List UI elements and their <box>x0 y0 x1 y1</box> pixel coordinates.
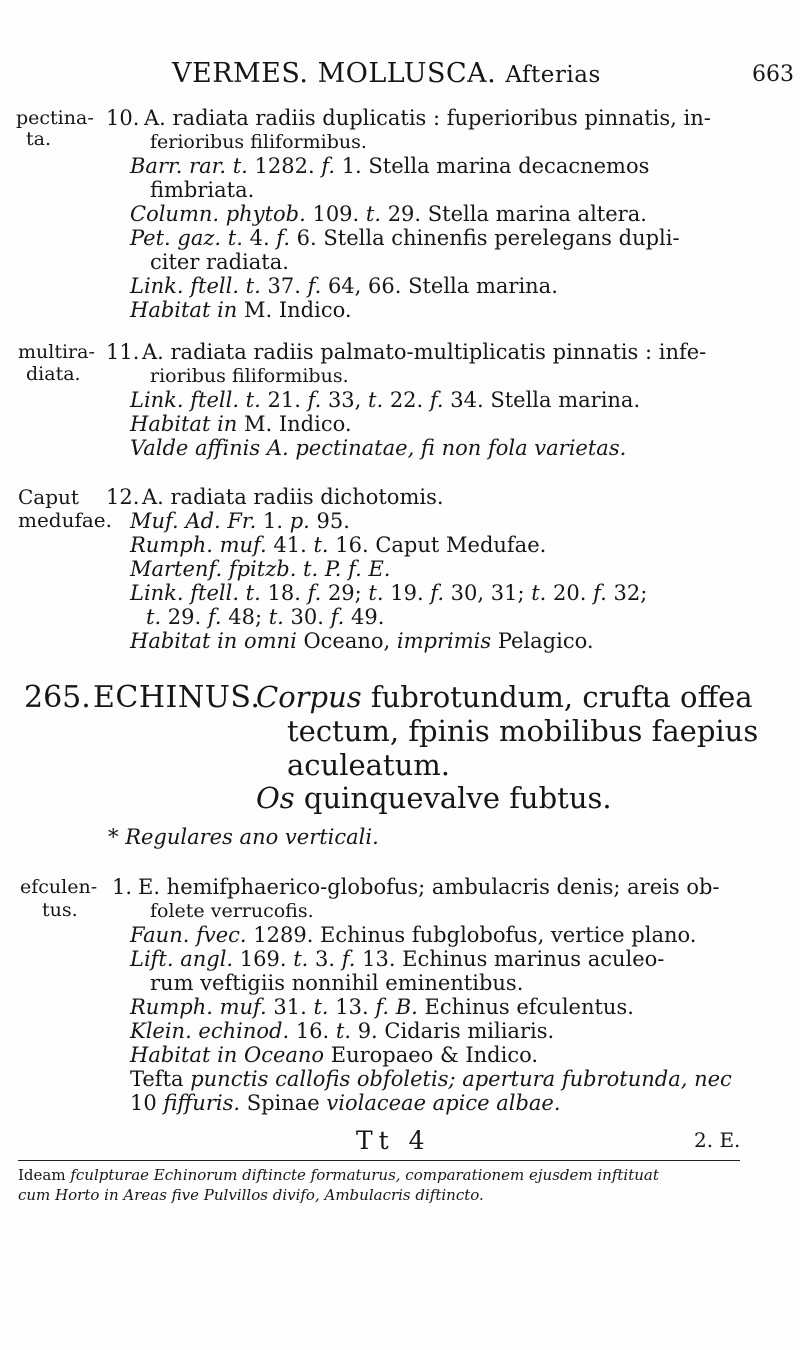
margin-label: medufae. <box>18 508 113 532</box>
signature-mark: Tt 4 <box>356 1126 431 1155</box>
footnote-line: cum Horto in Areas five Pulvillos divifo, Ambulacris diftincto. <box>18 1186 484 1204</box>
margin-label: tus. <box>42 899 78 921</box>
page-number: 663 <box>752 62 794 87</box>
text-line: Habitat in M. Indico. <box>130 412 352 436</box>
margin-label: Caput <box>18 485 79 509</box>
section-subheading: * Regulares ano verticali. <box>108 825 379 849</box>
text-line: fimbriata. <box>150 178 255 202</box>
text-line: Barr. rar. t. 1282. f. 1. Stella marina decacnemos <box>130 154 650 178</box>
text-line: Lift. angl. 169. t. 3. f. 13. Echinus marinus aculeo- <box>130 947 665 971</box>
text-line: rum veftigiis nonnihil eminentibus. <box>150 971 524 995</box>
text-line: folete verrucofis. <box>150 900 314 922</box>
genus-character-line: tectum, fpinis mobilibus faepius <box>287 714 759 748</box>
margin-label: diata. <box>26 363 81 385</box>
text-line: Habitat in M. Indico. <box>130 298 352 322</box>
text-line: E. hemifphaerico-globofus; ambulacris denis; areis ob- <box>138 875 720 899</box>
text-line: Klein. echinod. 16. t. 9. Cidaris miliaris. <box>130 1019 555 1043</box>
footnote-line: Ideam fculpturae Echinorum diftincte formaturus, comparationem ejusdem inftituat <box>18 1166 659 1184</box>
genus-character-line: Os quinquevalve fubtus. <box>256 781 612 815</box>
text-line: Link. ftell. t. 37. f. 64, 66. Stella marina. <box>130 274 558 298</box>
text-line: Tefta punctis callofis obfoletis; apertura fubrotunda, nec <box>130 1067 732 1091</box>
margin-label: multira- <box>18 341 95 363</box>
text-line: t. 29. f. 48; t. 30. f. 49. <box>146 605 385 629</box>
entry-number: 10. <box>106 106 140 130</box>
genus-character-line: Corpus fubrotundum, crufta offea <box>256 680 753 714</box>
text-line: Valde affinis A. pectinatae, fi non fola varietas. <box>130 436 627 460</box>
text-line: citer radiata. <box>150 250 289 274</box>
text-line: Rumph. muf. 31. t. 13. f. B. Echinus efculentus. <box>130 995 634 1019</box>
text-line: Habitat in Oceano Europaeo & Indico. <box>130 1043 539 1067</box>
footnote-rule <box>18 1160 740 1161</box>
page-header <box>0 52 800 92</box>
genus-character-line: aculeatum. <box>287 748 450 782</box>
margin-label: ta. <box>26 128 52 150</box>
text-line: Link. ftell. t. 18. f. 29; t. 19. f. 30, 31; t. 20. f. 32; <box>130 581 648 605</box>
genus-name: ECHINUS. <box>93 680 261 715</box>
text-line: Martenf. fpitzb. t. P. f. E. <box>130 557 391 581</box>
text-line: A. radiata radiis duplicatis : fuperioribus pinnatis, in- <box>144 106 711 130</box>
text-line: Habitat in omni Oceano, imprimis Pelagico. <box>130 629 594 653</box>
text-line: ferioribus filiformibus. <box>150 131 367 153</box>
text-line: Pet. gaz. t. 4. f. 6. Stella chinenfis perelegans dupli- <box>130 226 680 250</box>
text-line: Faun. fvec. 1289. Echinus fubglobofus, vertice plano. <box>130 923 697 947</box>
text-line: 10 fiffuris. Spinae violaceae apice albae. <box>130 1091 561 1115</box>
text-line: Column. phytob. 109. t. 29. Stella marina altera. <box>130 202 647 226</box>
entry-number: 11. <box>106 340 140 364</box>
text-line: rioribus filiformibus. <box>150 365 349 387</box>
genus-number: 265. <box>24 680 91 715</box>
text-line: A. radiata radiis palmato-multiplicatis pinnatis : infe- <box>142 340 707 364</box>
catchword: 2. E. <box>694 1128 741 1152</box>
text-line: A. radiata radiis dichotomis. <box>142 485 444 509</box>
entry-number: 12. <box>106 485 140 509</box>
text-line: Muf. Ad. Fr. 1. p. 95. <box>130 509 350 533</box>
text-line: Link. ftell. t. 21. f. 33, t. 22. f. 34. Stella marina. <box>130 388 641 412</box>
running-title: VERMES. MOLLUSCA. Afterias <box>172 58 601 89</box>
margin-label: pectina- <box>16 107 94 129</box>
text-line: Rumph. muf. 41. t. 16. Caput Medufae. <box>130 533 547 557</box>
entry-number: 1. <box>112 875 133 899</box>
margin-label: efculen- <box>20 876 98 898</box>
